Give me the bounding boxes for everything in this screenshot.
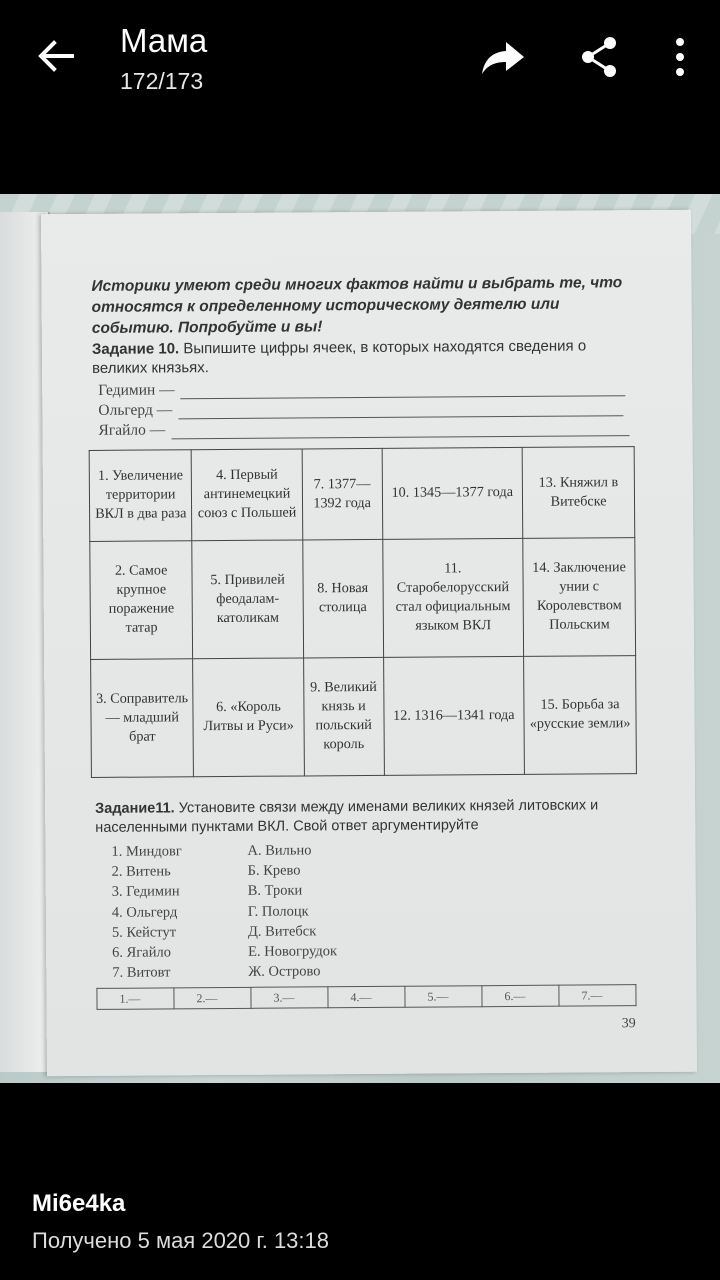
table-cell: 7. 1377—1392 года [302, 448, 382, 539]
forward-icon[interactable] [480, 34, 526, 80]
back-arrow-icon[interactable] [34, 34, 78, 78]
list-item: 5. Кейстут [111, 924, 177, 941]
name-line: Ягайло — [98, 418, 638, 440]
page-number: 39 [621, 1016, 636, 1032]
list-item: В. Троки [247, 882, 303, 900]
table-cell: 8. Новая столица [302, 539, 383, 658]
table-cell: 14. Заключение унии с Королевством Польским [523, 537, 636, 656]
list-item: Ж. Острово [248, 963, 321, 981]
table-cell: 15. Борьба за «русские земли» [524, 655, 637, 774]
list-item: Б. Крево [247, 862, 301, 880]
name-line: Ольгерд — [98, 398, 638, 420]
table-cell: 5. Привилей феодалам-католикам [192, 539, 303, 658]
more-vert-icon[interactable] [657, 34, 703, 80]
image-counter: 172/173 [120, 68, 204, 94]
list-item: 6. Ягайло [112, 944, 172, 961]
list-item: 7. Витовт [112, 964, 171, 982]
table-cell: 11. Старобелорусский стал официальным языком ВКЛ [382, 538, 523, 657]
list-item: Д. Витебск [247, 923, 317, 940]
list-item: А. Вильно [247, 842, 312, 859]
photo[interactable] [0, 194, 720, 1083]
table-cell: 3. Соправитель — младший брат [91, 658, 194, 777]
top-bar [0, 0, 720, 110]
sender-name: Mi6e4ka [32, 1190, 126, 1217]
facts-table [89, 446, 637, 778]
task11-text: Установите связи между именами великих князей литовских и населенными пунктами ВКЛ. Свой ответ аргументируйте [95, 797, 599, 836]
task11 [95, 796, 640, 838]
task10 [92, 336, 637, 378]
table-cell: 12. 1316—1341 года [383, 656, 524, 775]
princes-list [111, 841, 182, 983]
answer-cell: 5.— [405, 986, 482, 1008]
answer-cell: 7.— [559, 985, 636, 1007]
table-cell: 2. Самое крупное поражение татар [90, 540, 193, 659]
table-cell: 1. Увеличение территории ВКЛ в два раза [89, 450, 192, 541]
list-item: 2. Витень [111, 863, 171, 881]
places-list [247, 840, 337, 982]
list-item: Г. Полоцк [247, 903, 309, 920]
table-cell: 13. Княжил в Витебске [522, 447, 635, 538]
table-cell: 10. 1345—1377 года [382, 447, 523, 538]
answer-table [96, 984, 636, 1010]
task10-text: Выпишите цифры ячеек, в которых находятся сведения о великих князьях. [92, 337, 587, 377]
name-line: Гедимин — [98, 378, 638, 400]
received-timestamp: Получено 5 мая 2020 г. 13:18 [32, 1228, 329, 1253]
list-item: Е. Новогрудок [248, 943, 338, 960]
answer-cell: 1.— [97, 988, 174, 1010]
table-cell: 9. Великий князь и польский король [303, 657, 384, 776]
chat-title: Мама [120, 22, 208, 59]
table-cell: 6. «Король Литвы и Руси» [193, 658, 304, 777]
share-icon[interactable] [576, 34, 622, 80]
answer-cell: 4.— [328, 986, 405, 1008]
task11-label: Задание11. [95, 800, 175, 817]
answer-cell: 3.— [251, 987, 328, 1009]
list-item: 3. Гедимин [111, 883, 180, 901]
book-page [41, 210, 697, 1077]
list-item: 4. Ольгерд [111, 903, 178, 921]
table-cell: 4. Первый антинемецкий союз с Польшей [192, 449, 303, 540]
answer-cell: 2.— [174, 987, 251, 1009]
task10-label: Задание 10. [91, 340, 180, 358]
intro-text: Историки умеют среди многих фактов найти и выбрать те, что относятся к определенному историческому деятелю или событию. Попробуйте и вы! [91, 274, 623, 337]
list-item: 1. Миндовг [111, 843, 182, 860]
answer-cell: 6.— [482, 985, 559, 1007]
